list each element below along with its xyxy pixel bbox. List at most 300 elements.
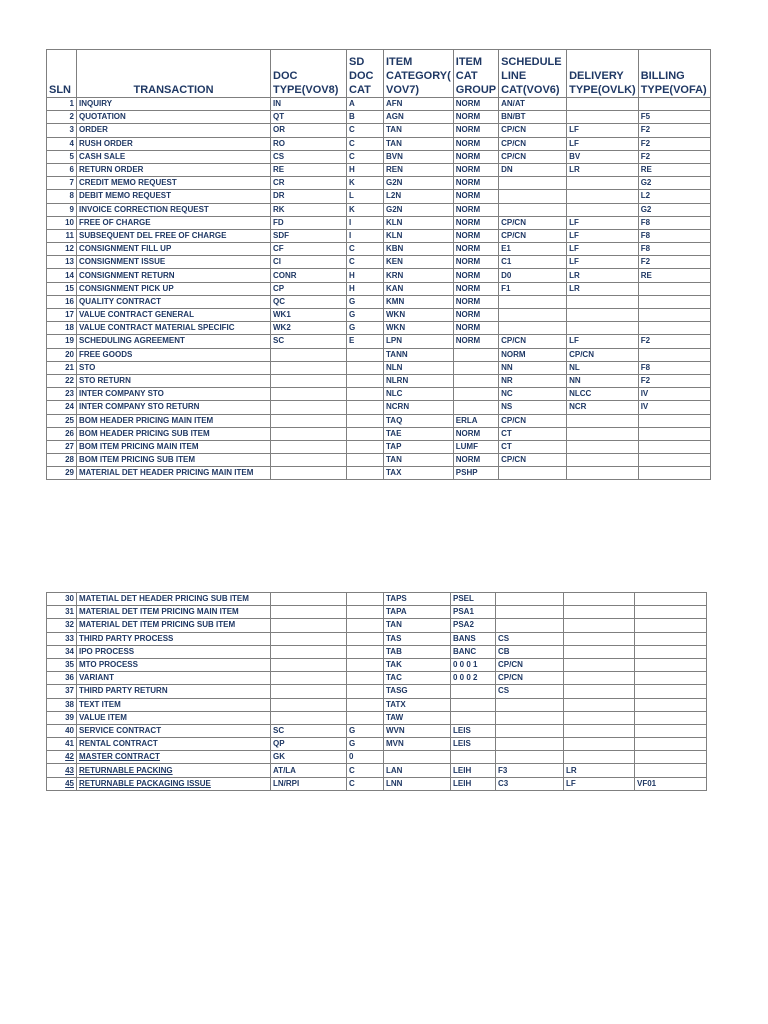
cell-billing-type: [638, 440, 710, 453]
cell-transaction: VALUE ITEM: [77, 711, 271, 724]
cell-billing-type: [638, 467, 710, 480]
cell-schedule-line: AN/AT: [499, 98, 567, 111]
cell-sln: 11: [47, 229, 77, 242]
table-row: [47, 190, 711, 203]
table-row: [47, 777, 707, 790]
cell-transaction: ORDER: [77, 124, 271, 137]
cell-billing-type: F8: [638, 229, 710, 242]
cell-item-category: TAN: [384, 454, 454, 467]
cell-doc-type: [271, 374, 347, 387]
cell-sd-doc-cat: H: [347, 163, 384, 176]
cell-transaction: VARIANT: [77, 672, 271, 685]
cell-transaction: RETURN ORDER: [77, 163, 271, 176]
cell-item-category: TAX: [384, 467, 454, 480]
cell-sd-doc-cat: I: [347, 229, 384, 242]
cell-delivery-type: [564, 619, 635, 632]
cell-transaction: THIRD PARTY PROCESS: [77, 632, 271, 645]
cell-delivery-type: [564, 751, 635, 764]
cell-sln: 26: [47, 427, 77, 440]
cell-item-category: L2N: [384, 190, 454, 203]
cell-schedule-line: CP/CN: [499, 150, 567, 163]
cell-item-cat-group: NORM: [453, 177, 498, 190]
cell-delivery-type: NN: [567, 374, 639, 387]
cell-sln: 36: [47, 672, 77, 685]
cell-transaction: CONSIGNMENT PICK UP: [77, 282, 271, 295]
cell-sd-doc-cat: [347, 467, 384, 480]
cell-sd-doc-cat: I: [347, 216, 384, 229]
cell-billing-type: [638, 414, 710, 427]
cell-item-cat-group: LEIH: [451, 764, 496, 777]
cell-item-category: KLN: [384, 216, 454, 229]
cell-doc-type: [271, 658, 347, 671]
cell-sln: 6: [47, 163, 77, 176]
cell-doc-type: [271, 711, 347, 724]
cell-sd-doc-cat: C: [347, 243, 384, 256]
cell-doc-type: [271, 645, 347, 658]
cell-item-category: TAPA: [384, 606, 451, 619]
cell-item-category: KLN: [384, 229, 454, 242]
cell-sln: 14: [47, 269, 77, 282]
cell-schedule-line: [499, 467, 567, 480]
table-row: [47, 374, 711, 387]
cell-transaction: DEBIT MEMO REQUEST: [77, 190, 271, 203]
cell-item-cat-group: [453, 374, 498, 387]
cell-sln: 8: [47, 190, 77, 203]
cell-doc-type: WK2: [271, 322, 347, 335]
cell-schedule-line: [499, 322, 567, 335]
cell-item-category: TAK: [384, 658, 451, 671]
cell-billing-type: F2: [638, 150, 710, 163]
cell-schedule-line: [499, 309, 567, 322]
cell-delivery-type: BV: [567, 150, 639, 163]
cell-transaction: INVOICE CORRECTION REQUEST: [77, 203, 271, 216]
cell-delivery-type: LF: [567, 124, 639, 137]
cell-item-cat-group: NORM: [453, 335, 498, 348]
cell-item-cat-group: [453, 388, 498, 401]
cell-sd-doc-cat: [347, 645, 384, 658]
cell-delivery-type: [567, 454, 639, 467]
cell-sd-doc-cat: [347, 414, 384, 427]
cell-schedule-line: CP/CN: [496, 672, 564, 685]
cell-transaction: BOM ITEM PRICING SUB ITEM: [77, 454, 271, 467]
table-body-1: [47, 98, 711, 480]
table-row: [47, 150, 711, 163]
table-row: [47, 427, 711, 440]
cell-billing-type: [638, 98, 710, 111]
cell-delivery-type: LR: [567, 163, 639, 176]
header-item-cat-group: ITEM CAT GROUP: [453, 50, 498, 98]
cell-doc-type: [271, 427, 347, 440]
cell-schedule-line: [499, 295, 567, 308]
cell-item-category: TAB: [384, 645, 451, 658]
header-sd-doc-cat: SD DOC CAT: [347, 50, 384, 98]
cell-doc-type: AT/LA: [271, 764, 347, 777]
cell-transaction: VALUE CONTRACT MATERIAL SPECIFIC: [77, 322, 271, 335]
cell-doc-type: [271, 440, 347, 453]
cell-transaction: SUBSEQUENT DEL FREE OF CHARGE: [77, 229, 271, 242]
cell-billing-type: F8: [638, 243, 710, 256]
table-row: [47, 256, 711, 269]
cell-transaction: CASH SALE: [77, 150, 271, 163]
cell-doc-type: DR: [271, 190, 347, 203]
cell-billing-type: [635, 724, 707, 737]
cell-schedule-line: DN: [499, 163, 567, 176]
cell-sd-doc-cat: C: [347, 256, 384, 269]
cell-billing-type: [638, 282, 710, 295]
cell-schedule-line: NS: [499, 401, 567, 414]
table-row: [47, 295, 711, 308]
cell-delivery-type: [564, 658, 635, 671]
cell-item-category: TAE: [384, 427, 454, 440]
cell-sd-doc-cat: [347, 606, 384, 619]
cell-item-category: TAC: [384, 672, 451, 685]
cell-delivery-type: LR: [564, 764, 635, 777]
cell-sln: 7: [47, 177, 77, 190]
cell-item-cat-group: [451, 698, 496, 711]
cell-sln: 19: [47, 335, 77, 348]
cell-item-cat-group: [453, 401, 498, 414]
cell-transaction: CONSIGNMENT RETURN: [77, 269, 271, 282]
cell-doc-type: [271, 467, 347, 480]
cell-item-category: LAN: [384, 764, 451, 777]
cell-item-cat-group: NORM: [453, 137, 498, 150]
cell-item-cat-group: NORM: [453, 243, 498, 256]
cell-transaction: STO: [77, 361, 271, 374]
cell-delivery-type: [564, 606, 635, 619]
table-row: [47, 243, 711, 256]
cell-sln[interactable]: [47, 764, 77, 777]
cell-billing-type: RE: [638, 269, 710, 282]
cell-sd-doc-cat: [347, 711, 384, 724]
table-row: [47, 124, 711, 137]
cell-transaction: BOM HEADER PRICING SUB ITEM: [77, 427, 271, 440]
cell-schedule-line: [496, 738, 564, 751]
cell-sln[interactable]: [47, 751, 77, 764]
cell-delivery-type: [567, 98, 639, 111]
cell-sln: 15: [47, 282, 77, 295]
cell-sln: 25: [47, 414, 77, 427]
cell-transaction: INTER COMPANY STO: [77, 388, 271, 401]
cell-doc-type: SC: [271, 724, 347, 737]
cell-delivery-type: NL: [567, 361, 639, 374]
cell-transaction: MTO PROCESS: [77, 658, 271, 671]
cell-sln: 41: [47, 738, 77, 751]
cell-billing-type: G2: [638, 177, 710, 190]
cell-item-category: TAQ: [384, 414, 454, 427]
cell-delivery-type: [564, 593, 635, 606]
cell-delivery-type: [567, 203, 639, 216]
cell-billing-type: F8: [638, 216, 710, 229]
cell-billing-type: G2: [638, 203, 710, 216]
cell-sln: 20: [47, 348, 77, 361]
cell-item-category: NLN: [384, 361, 454, 374]
cell-delivery-type: LF: [567, 243, 639, 256]
table-row: [47, 388, 711, 401]
cell-delivery-type: [564, 685, 635, 698]
cell-sln: 27: [47, 440, 77, 453]
cell-billing-type: RE: [638, 163, 710, 176]
cell-delivery-type: [567, 295, 639, 308]
cell-delivery-type: [567, 111, 639, 124]
cell-delivery-type: [564, 698, 635, 711]
cell-sd-doc-cat: B: [347, 111, 384, 124]
cell-item-cat-group: NORM: [453, 111, 498, 124]
cell-transaction: BOM ITEM PRICING MAIN ITEM: [77, 440, 271, 453]
cell-doc-type: [271, 606, 347, 619]
cell-billing-type: F2: [638, 137, 710, 150]
table-header-row: [47, 50, 711, 98]
cell-item-category: G2N: [384, 203, 454, 216]
cell-transaction: FREE GOODS: [77, 348, 271, 361]
cell-sd-doc-cat: C: [347, 777, 384, 790]
cell-sln: 32: [47, 619, 77, 632]
cell-transaction: MATETIAL DET HEADER PRICING SUB ITEM: [77, 593, 271, 606]
cell-transaction: STO RETURN: [77, 374, 271, 387]
cell-schedule-line: CP/CN: [499, 124, 567, 137]
cell-item-cat-group: [453, 348, 498, 361]
cell-transaction[interactable]: [77, 777, 271, 790]
cell-transaction: MATERIAL DET ITEM PRICING MAIN ITEM: [77, 606, 271, 619]
cell-item-category: BVN: [384, 150, 454, 163]
cell-sln: 24: [47, 401, 77, 414]
cell-billing-type: [635, 764, 707, 777]
cell-item-cat-group: PSEL: [451, 593, 496, 606]
cell-billing-type: [635, 593, 707, 606]
cell-transaction: QUOTATION: [77, 111, 271, 124]
cell-doc-type: [271, 593, 347, 606]
table-row: [47, 414, 711, 427]
cell-transaction: IPO PROCESS: [77, 645, 271, 658]
cell-transaction: INQUIRY: [77, 98, 271, 111]
cell-item-cat-group: ERLA: [453, 414, 498, 427]
table-row: [47, 751, 707, 764]
cell-delivery-type: NLCC: [567, 388, 639, 401]
cell-sd-doc-cat: [347, 401, 384, 414]
cell-sln: 39: [47, 711, 77, 724]
cell-schedule-line: E1: [499, 243, 567, 256]
cell-schedule-line: D0: [499, 269, 567, 282]
header-delivery-type: DELIVERY TYPE(OVLK): [567, 50, 639, 98]
cell-sd-doc-cat: [347, 440, 384, 453]
transaction-link[interactable]: MASTER CONTRACT: [79, 752, 160, 762]
cell-schedule-line: [496, 619, 564, 632]
cell-transaction: RUSH ORDER: [77, 137, 271, 150]
cell-schedule-line: NN: [499, 361, 567, 374]
row-number-link[interactable]: 45: [65, 778, 74, 788]
cell-item-category: LNN: [384, 777, 451, 790]
cell-sln: 9: [47, 203, 77, 216]
cell-delivery-type: [567, 414, 639, 427]
cell-sd-doc-cat: C: [347, 150, 384, 163]
cell-item-category: AGN: [384, 111, 454, 124]
cell-delivery-type: [567, 190, 639, 203]
cell-doc-type: [271, 388, 347, 401]
cell-item-category: KEN: [384, 256, 454, 269]
cell-delivery-type: LF: [564, 777, 635, 790]
table-row: [47, 98, 711, 111]
table-row: [47, 619, 707, 632]
cell-sd-doc-cat: H: [347, 269, 384, 282]
table-row: [47, 606, 707, 619]
cell-item-category: KRN: [384, 269, 454, 282]
transaction-table-1: [46, 49, 711, 480]
table-row: [47, 111, 711, 124]
table-row: [47, 632, 707, 645]
cell-delivery-type: LR: [567, 269, 639, 282]
cell-item-cat-group: [451, 685, 496, 698]
cell-doc-type: OR: [271, 124, 347, 137]
header-transaction: TRANSACTION: [77, 50, 271, 98]
cell-doc-type: SDF: [271, 229, 347, 242]
cell-sln: 10: [47, 216, 77, 229]
cell-billing-type: [635, 632, 707, 645]
cell-doc-type: [271, 401, 347, 414]
table-row: [47, 361, 711, 374]
cell-sd-doc-cat: G: [347, 309, 384, 322]
cell-item-category: WVN: [384, 724, 451, 737]
cell-item-category: TAP: [384, 440, 454, 453]
cell-schedule-line: C1: [499, 256, 567, 269]
transaction-link[interactable]: RETURNABLE PACKAGING ISSUE: [79, 778, 211, 788]
cell-delivery-type: [564, 711, 635, 724]
cell-item-cat-group: BANS: [451, 632, 496, 645]
cell-delivery-type: CP/CN: [567, 348, 639, 361]
cell-item-cat-group: LUMF: [453, 440, 498, 453]
cell-sd-doc-cat: [347, 361, 384, 374]
cell-billing-type: [635, 619, 707, 632]
cell-schedule-line: CP/CN: [499, 137, 567, 150]
cell-item-cat-group: 0 0 0 1: [451, 658, 496, 671]
cell-schedule-line: CT: [499, 440, 567, 453]
table-row: [47, 724, 707, 737]
row-number-link[interactable]: 42: [65, 752, 74, 762]
cell-sd-doc-cat: [347, 619, 384, 632]
table-row: [47, 269, 711, 282]
cell-item-cat-group: [451, 711, 496, 724]
cell-sln: 35: [47, 658, 77, 671]
cell-sd-doc-cat: C: [347, 764, 384, 777]
cell-sln: 37: [47, 685, 77, 698]
cell-sln: 18: [47, 322, 77, 335]
cell-doc-type: QT: [271, 111, 347, 124]
cell-item-category: TAN: [384, 124, 454, 137]
cell-doc-type: CONR: [271, 269, 347, 282]
cell-item-cat-group: NORM: [453, 203, 498, 216]
row-number-link[interactable]: 43: [65, 765, 74, 775]
cell-doc-type: [271, 672, 347, 685]
cell-sln: 16: [47, 295, 77, 308]
cell-schedule-line: [496, 606, 564, 619]
cell-sd-doc-cat: [347, 427, 384, 440]
cell-item-category: KAN: [384, 282, 454, 295]
cell-billing-type: [635, 672, 707, 685]
cell-sln: 30: [47, 593, 77, 606]
header-billing-type: BILLING TYPE(VOFA): [638, 50, 710, 98]
cell-schedule-line: CP/CN: [499, 335, 567, 348]
cell-item-cat-group: NORM: [453, 269, 498, 282]
cell-delivery-type: LF: [567, 256, 639, 269]
cell-sln: 23: [47, 388, 77, 401]
cell-item-cat-group: LEIS: [451, 724, 496, 737]
cell-item-cat-group: NORM: [453, 282, 498, 295]
cell-schedule-line: CP/CN: [499, 216, 567, 229]
cell-sln: 33: [47, 632, 77, 645]
cell-sd-doc-cat: G: [347, 738, 384, 751]
cell-doc-type: QP: [271, 738, 347, 751]
cell-sln[interactable]: [47, 777, 77, 790]
cell-doc-type: GK: [271, 751, 347, 764]
cell-sln: 21: [47, 361, 77, 374]
cell-sd-doc-cat: [347, 454, 384, 467]
table-row: [47, 738, 707, 751]
cell-delivery-type: LF: [567, 216, 639, 229]
table-row: [47, 711, 707, 724]
cell-sd-doc-cat: E: [347, 335, 384, 348]
table-row: [47, 203, 711, 216]
cell-item-cat-group: NORM: [453, 256, 498, 269]
cell-sln: 12: [47, 243, 77, 256]
cell-item-cat-group: NORM: [453, 124, 498, 137]
cell-sln: 29: [47, 467, 77, 480]
cell-sln: 40: [47, 724, 77, 737]
cell-transaction[interactable]: [77, 764, 271, 777]
cell-schedule-line: C3: [496, 777, 564, 790]
cell-transaction: CONSIGNMENT ISSUE: [77, 256, 271, 269]
cell-billing-type: [638, 309, 710, 322]
cell-schedule-line: [496, 751, 564, 764]
cell-transaction[interactable]: [77, 751, 271, 764]
cell-schedule-line: [499, 190, 567, 203]
cell-transaction: CONSIGNMENT FILL UP: [77, 243, 271, 256]
cell-item-category: [384, 751, 451, 764]
cell-billing-type: F5: [638, 111, 710, 124]
cell-doc-type: [271, 361, 347, 374]
cell-billing-type: [635, 685, 707, 698]
cell-doc-type: FD: [271, 216, 347, 229]
cell-item-cat-group: LEIH: [451, 777, 496, 790]
cell-sln: 34: [47, 645, 77, 658]
cell-sd-doc-cat: [347, 685, 384, 698]
cell-schedule-line: BN/BT: [499, 111, 567, 124]
cell-sd-doc-cat: G: [347, 724, 384, 737]
cell-item-category: KBN: [384, 243, 454, 256]
cell-delivery-type: [567, 427, 639, 440]
cell-item-category: AFN: [384, 98, 454, 111]
table-row: [47, 137, 711, 150]
cell-doc-type: [271, 348, 347, 361]
cell-doc-type: [271, 619, 347, 632]
cell-sd-doc-cat: H: [347, 282, 384, 295]
table-row: [47, 440, 711, 453]
cell-sln: 28: [47, 454, 77, 467]
cell-doc-type: RO: [271, 137, 347, 150]
cell-schedule-line: [499, 203, 567, 216]
table-row: [47, 658, 707, 671]
cell-schedule-line: [499, 177, 567, 190]
cell-delivery-type: [567, 309, 639, 322]
cell-delivery-type: [564, 738, 635, 751]
cell-item-cat-group: NORM: [453, 150, 498, 163]
table-row: [47, 764, 707, 777]
cell-delivery-type: NCR: [567, 401, 639, 414]
cell-billing-type: F2: [638, 256, 710, 269]
cell-schedule-line: NR: [499, 374, 567, 387]
cell-item-cat-group: NORM: [453, 295, 498, 308]
transaction-link[interactable]: RETURNABLE PACKING: [79, 765, 173, 775]
cell-item-cat-group: LEIS: [451, 738, 496, 751]
cell-doc-type: WK1: [271, 309, 347, 322]
header-item-category: ITEM CATEGORY( VOV7): [384, 50, 454, 98]
